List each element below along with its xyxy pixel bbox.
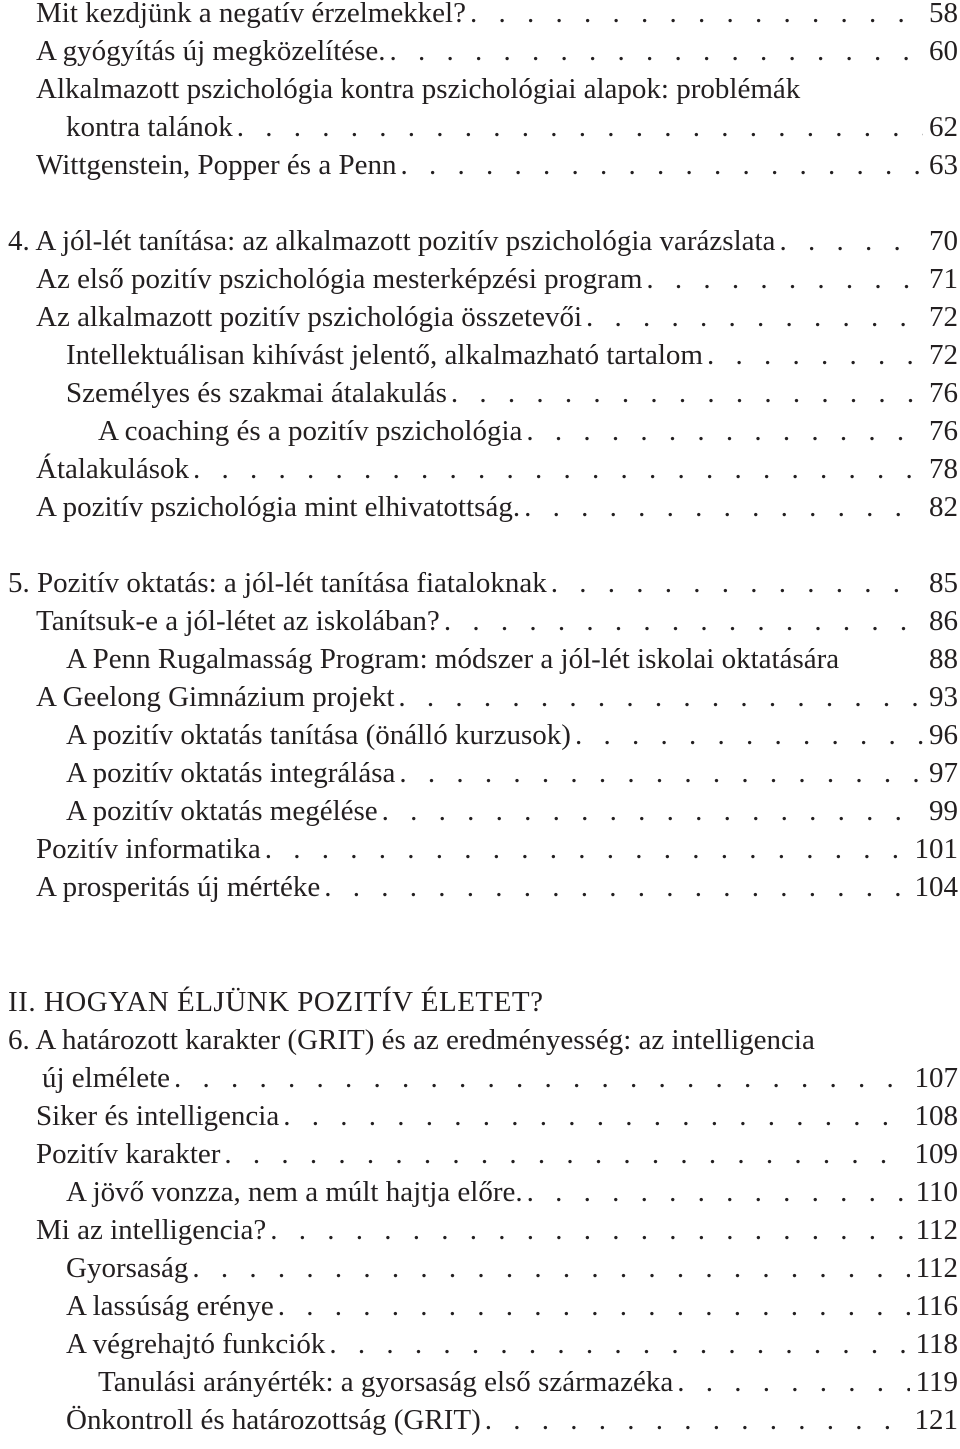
toc-entry-title: A prosperitás új mértéke xyxy=(36,871,321,903)
toc-entry-title: A végrehajtó funkciók xyxy=(66,1328,326,1360)
toc-entry xyxy=(36,1100,958,1138)
toc-entry-page: 97 xyxy=(929,757,958,789)
toc-entry xyxy=(36,1138,958,1176)
toc-chapter xyxy=(8,567,958,605)
toc-entry-title: A Penn Rugalmasság Program: módszer a jól-lét iskolai oktatására xyxy=(66,643,840,675)
toc-entry-title: 5. Pozitív oktatás: a jól-lét tanítása fiataloknak xyxy=(8,567,547,599)
toc-entry xyxy=(36,605,958,643)
toc-entry-title: Tanulási arányérték: a gyorsaság első származéka xyxy=(98,1366,674,1398)
toc-entry-page: 71 xyxy=(929,263,958,295)
toc-entry-page: 93 xyxy=(929,681,958,713)
toc-entry-page: 121 xyxy=(914,1404,958,1436)
toc-entry-page: 107 xyxy=(914,1062,958,1094)
leader-dots xyxy=(775,225,923,258)
toc-entry-page: 116 xyxy=(915,1290,958,1322)
toc-entry xyxy=(36,301,958,339)
leader-dots xyxy=(220,1138,908,1171)
toc-entry-page: 118 xyxy=(915,1328,958,1360)
leader-dots xyxy=(523,1176,910,1209)
leader-dots xyxy=(189,453,923,486)
toc-entry xyxy=(36,73,958,111)
toc-entry xyxy=(66,111,958,149)
toc-entry xyxy=(66,795,958,833)
toc-entry-page: 76 xyxy=(929,377,958,409)
toc-entry-title: 4. A jól-lét tanítása: az alkalmazott pozitív pszichológia varázslata xyxy=(8,225,776,257)
toc-entry-title: Pozitív karakter xyxy=(36,1138,221,1170)
leader-dots xyxy=(266,1214,909,1247)
toc-entry-page: 112 xyxy=(915,1252,958,1284)
leader-dots xyxy=(582,301,923,334)
toc-entry-title: Személyes és szakmai átalakulás xyxy=(66,377,447,409)
toc-entry-title: A pozitív pszichológia mint elhivatottság. xyxy=(36,491,521,523)
toc-entry-page: 85 xyxy=(929,567,958,599)
leader-dots xyxy=(447,377,923,410)
leader-dots xyxy=(522,415,923,448)
toc-entry-page: 76 xyxy=(929,415,958,447)
toc-entry-page: 99 xyxy=(929,795,958,827)
leader-dots xyxy=(481,1404,909,1437)
toc-entry xyxy=(36,833,958,871)
leader-dots xyxy=(395,757,923,790)
toc-entry-page: 119 xyxy=(915,1366,958,1398)
toc-entry-title: A pozitív oktatás tanítása (önálló kurzusok) xyxy=(66,719,571,751)
toc-entry xyxy=(66,757,958,795)
toc-entry-page: 72 xyxy=(929,339,958,371)
leader-dots xyxy=(466,0,923,30)
leader-dots xyxy=(233,111,923,144)
toc-entry-page: 72 xyxy=(929,301,958,333)
toc-entry-title: A coaching és a pozitív pszichológia xyxy=(98,415,523,447)
toc-entry-page: 96 xyxy=(929,719,958,751)
toc-entry-title: Tanítsuk-e a jól-létet az iskolában? xyxy=(36,605,440,637)
toc-entry xyxy=(36,453,958,491)
toc-entry-page: 70 xyxy=(929,225,958,257)
toc-entry-page: 110 xyxy=(915,1176,958,1208)
toc-entry xyxy=(66,377,958,415)
toc-entry-title: A pozitív oktatás megélése xyxy=(66,795,378,827)
toc-entry xyxy=(66,1252,958,1290)
leader-dots xyxy=(188,1252,909,1285)
toc-entry-title: Önkontroll és határozottság (GRIT) xyxy=(66,1404,481,1436)
leader-dots xyxy=(274,1290,910,1323)
toc-entry-page: 62 xyxy=(929,111,958,143)
toc-entry-title: új elmélete xyxy=(42,1062,171,1094)
toc-entry xyxy=(66,1176,958,1214)
toc-entry-page: 78 xyxy=(929,453,958,485)
toc-entry-title: Alkalmazott pszichológia kontra pszichológiai alapok: problémák xyxy=(36,73,801,105)
leader-dots xyxy=(520,491,923,524)
toc-entry-title: A gyógyítás új megközelítése. xyxy=(36,35,386,67)
toc-entry xyxy=(98,415,958,453)
leader-dots xyxy=(325,1328,909,1361)
toc-entry xyxy=(36,871,958,909)
toc-entry-page: 101 xyxy=(914,833,958,865)
toc-entry-title: A Geelong Gimnázium projekt xyxy=(36,681,395,713)
toc-entry-title: Intellektuálisan kihívást jelentő, alkalmazható tartalom xyxy=(66,339,703,371)
leader-dots xyxy=(394,681,923,714)
leader-dots xyxy=(547,567,923,600)
toc-entry-title: 6. A határozott karakter (GRIT) és az eredményesség: az intelligencia xyxy=(8,1024,815,1056)
leader-dots xyxy=(642,263,923,296)
toc-entry-title: A jövő vonzza, nem a múlt hajtja előre. xyxy=(66,1176,523,1208)
leader-dots xyxy=(703,339,923,372)
toc-entry xyxy=(36,491,958,529)
toc-entry-title: Mit kezdjünk a negatív érzelmekkel? xyxy=(36,0,466,29)
toc-entry-title: Mi az intelligencia? xyxy=(36,1214,267,1246)
toc-entry xyxy=(66,719,958,757)
leader-dots xyxy=(378,795,923,828)
toc-entry-title: Az alkalmazott pozitív pszichológia összetevői xyxy=(36,301,583,333)
toc-entry xyxy=(66,339,958,377)
leader-dots xyxy=(571,719,923,752)
toc-entry-page: 58 xyxy=(929,0,958,29)
leader-dots xyxy=(396,149,923,182)
toc-entry-page: 108 xyxy=(914,1100,958,1132)
toc-entry-page: 82 xyxy=(929,491,958,523)
leader-dots xyxy=(261,833,909,866)
toc-entry-title: Átalakulások xyxy=(36,453,190,485)
toc-entry xyxy=(66,1328,958,1366)
toc-entry-page: 109 xyxy=(914,1138,958,1170)
toc-entry-title: Az első pozitív pszichológia mesterképzési program xyxy=(36,263,643,295)
toc-entry-page: 60 xyxy=(929,35,958,67)
leader-dots xyxy=(279,1100,908,1133)
toc-entry-page: 63 xyxy=(929,149,958,181)
leader-dots xyxy=(673,1366,909,1399)
toc-entry xyxy=(42,1062,958,1100)
leader-dots xyxy=(170,1062,908,1095)
toc-entry xyxy=(36,149,958,187)
toc-entry xyxy=(66,643,958,681)
toc-entry xyxy=(98,1366,958,1404)
toc-chapter xyxy=(8,225,958,263)
toc-entry-page: 86 xyxy=(929,605,958,637)
toc-entry xyxy=(36,0,958,35)
toc-chapter xyxy=(8,1024,958,1062)
toc-entry-page: 88 xyxy=(929,643,958,675)
toc-entry xyxy=(66,1290,958,1328)
toc-entry-page: 112 xyxy=(915,1214,958,1246)
toc-entry xyxy=(36,681,958,719)
toc-entry-title: Siker és intelligencia xyxy=(36,1100,280,1132)
toc-entry xyxy=(66,1404,958,1442)
toc-entry-title: Pozitív informatika xyxy=(36,833,261,865)
leader-dots xyxy=(386,35,923,68)
toc-entry-title: kontra talánok xyxy=(66,111,233,143)
toc-entry-page: 104 xyxy=(914,871,958,903)
toc-entry-title: A lassúság erénye xyxy=(66,1290,274,1322)
toc-entry-title: Gyorsaság xyxy=(66,1252,189,1284)
leader-dots xyxy=(320,871,908,904)
toc-entry-title: A pozitív oktatás integrálása xyxy=(66,757,396,789)
toc-entry-title: Wittgenstein, Popper és a Penn xyxy=(36,149,397,181)
leader-dots xyxy=(440,605,923,638)
toc-entry xyxy=(36,35,958,73)
toc-entry xyxy=(36,1214,958,1252)
toc-part-heading xyxy=(8,986,958,1024)
toc-entry xyxy=(36,263,958,301)
toc-entry-title: II. HOGYAN ÉLJÜNK POZITÍV ÉLETET? xyxy=(8,986,544,1018)
